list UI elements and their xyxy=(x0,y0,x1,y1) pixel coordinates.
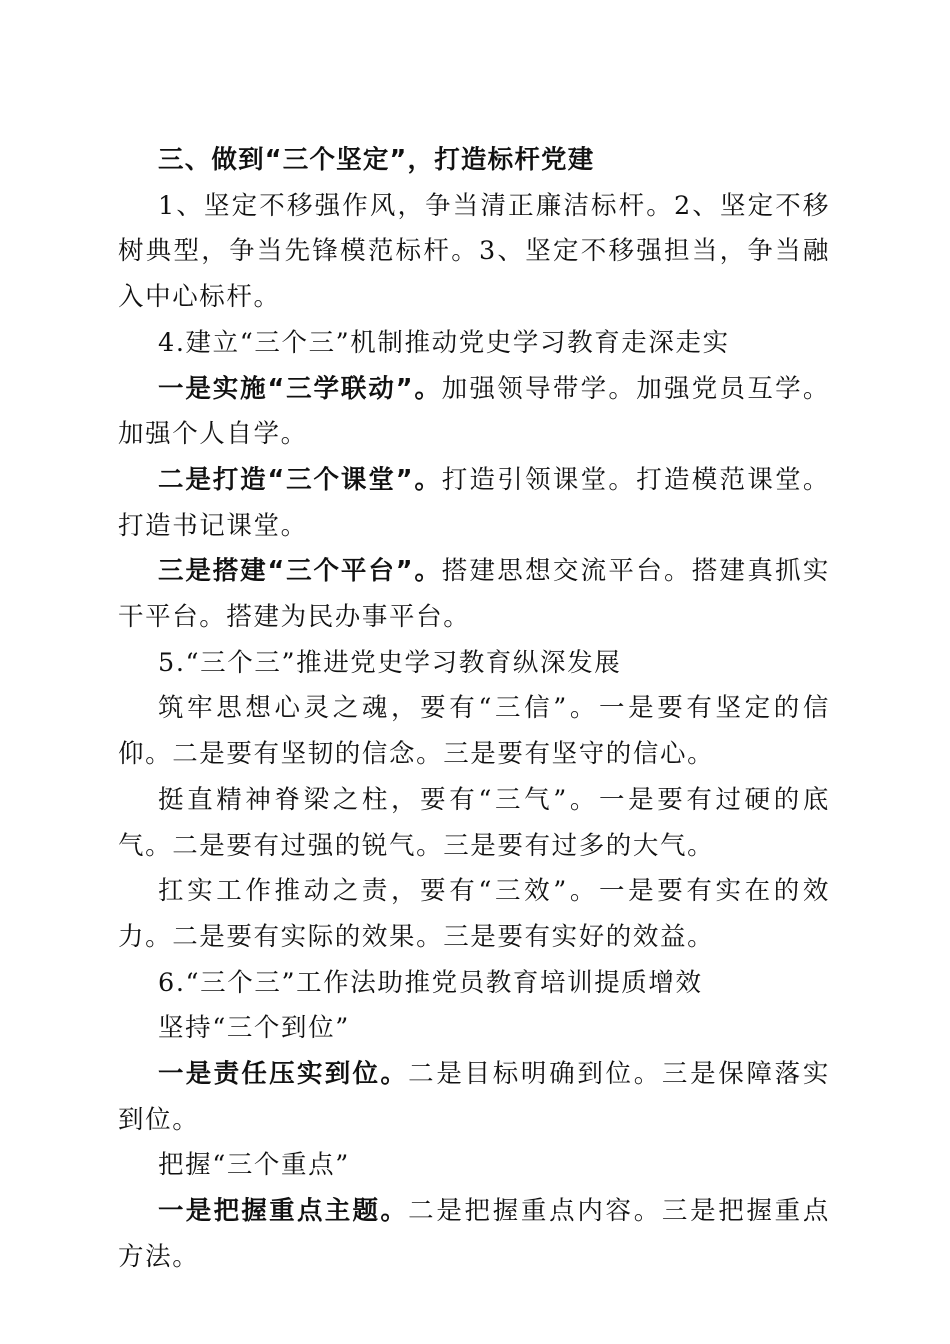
section-5-title: 5.“三个三”推进党史学习教育纵深发展 xyxy=(158,647,622,678)
section-4-item-3-text: 搭建思想交流平台。搭建真抓实干平台。搭建为民办事平台。 xyxy=(118,556,830,633)
section-4-title: 4.建立“三个三”机制推动党史学习教育走深走实 xyxy=(158,327,730,358)
document-page xyxy=(118,138,830,1281)
section-5-item-1: 筑牢思想心灵之魂，要有“三信”。一是要有坚定的信仰。二是要有坚韧的信念。三是要有坚守的信心。 xyxy=(118,693,830,770)
section-4-item-2-text: 打造引领课堂。打造模范课堂。打造书记课堂。 xyxy=(118,464,830,541)
section-6-title: 6.“三个三”工作法助推党员教育培训提质增效 xyxy=(158,967,703,998)
section-6-sub-2-text: 二是把握重点内容。三是把握重点方法。 xyxy=(118,1196,830,1272)
section-6-sub-1-text: 二是目标明确到位。三是保障落实到位。 xyxy=(118,1059,830,1135)
section-4-item-3-lead: 三是搭建“三个平台”。 xyxy=(158,556,442,587)
section-4-item-3 xyxy=(118,549,830,640)
section-4-item-2-lead: 二是打造“三个课堂”。 xyxy=(158,464,442,495)
section-4-item-1-lead: 一是实施“三学联动”。 xyxy=(158,373,442,404)
section-4-item-2 xyxy=(118,458,830,549)
section-6-sub-1-lead: 一是责任压实到位。 xyxy=(158,1059,409,1090)
section-6-sub-2-body xyxy=(118,1189,830,1280)
section-4-item-1 xyxy=(118,367,830,458)
section-6-sub-2-title: 把握“三个重点” xyxy=(158,1150,350,1181)
section-5-item-2: 挺直精神脊梁之柱，要有“三气”。一是要有过硬的底气。二是要有过强的锐气。三是要有过多的大气。 xyxy=(118,784,830,861)
section-5-item-3: 扛实工作推动之责，要有“三效”。一是要有实在的效力。二是要有实际的效果。三是要有实好的效益。 xyxy=(118,876,830,952)
section-6-sub-1-title: 坚持“三个到位” xyxy=(158,1013,350,1044)
section-6-sub-2-lead: 一是把握重点主题。 xyxy=(158,1196,409,1227)
paragraph-three-firm: 1、坚定不移强作风，争当清正廉洁标杆。2、坚定不移树典型，争当先锋模范标杆。3、坚定不移强担当，争当融入中心标杆。 xyxy=(118,190,830,313)
section-heading: 三、做到“三个坚定”，打造标杆党建 xyxy=(158,145,595,175)
section-4-item-1-text: 加强领导带学。加强党员互学。加强个人自学。 xyxy=(118,373,830,450)
section-6-sub-1-body xyxy=(118,1052,830,1143)
